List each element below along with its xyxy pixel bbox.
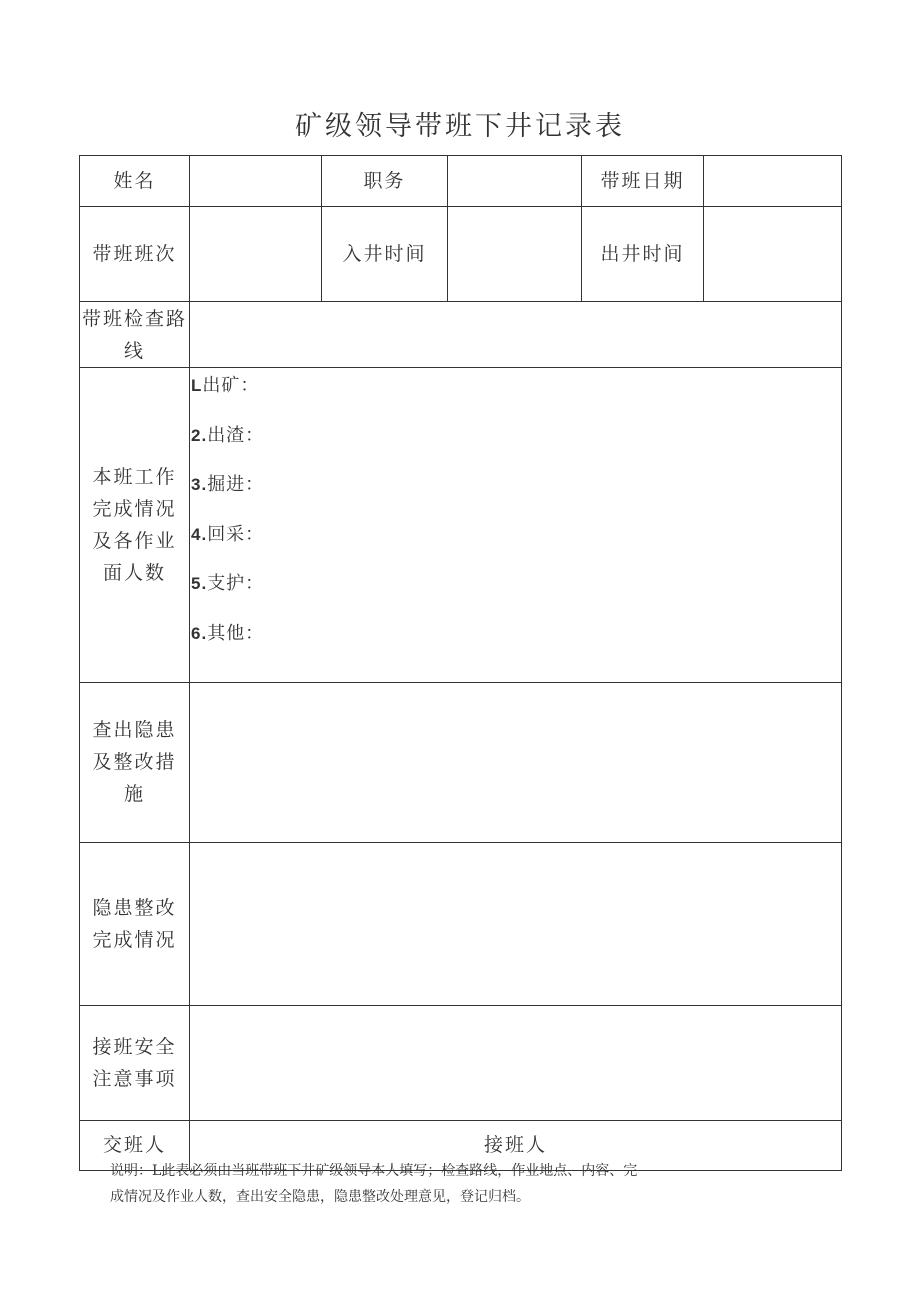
work-item-tunneling <box>191 471 841 521</box>
in-time-field[interactable] <box>448 207 582 302</box>
item-label: 掘进： <box>207 474 265 496</box>
hazard-field[interactable] <box>190 682 842 842</box>
item-number: L <box>191 376 203 395</box>
in-time-label: 入井时间 <box>322 207 448 302</box>
work-item-support <box>191 570 841 620</box>
shift-label: 带班班次 <box>80 207 190 302</box>
work-label: 本班工作完成情况及各作业面人数 <box>80 368 190 683</box>
footnote-line-2: 成情况及作业人数，查出安全隐患，隐患整改处理意见，登记归档。 <box>110 1189 530 1205</box>
work-item-other <box>191 620 841 670</box>
item-label: 回采： <box>207 523 265 545</box>
table-row <box>80 842 842 1005</box>
receiver-label: 接班人 <box>190 1120 842 1170</box>
item-number: 6. <box>191 623 208 643</box>
work-items-list <box>190 368 841 682</box>
item-label: 出矿： <box>202 375 260 396</box>
duty-field[interactable] <box>448 156 582 207</box>
table-row <box>80 682 842 842</box>
footnote-line-1: 说明：L此表必须由当班带班下井矿级领导本人填写；检查路线，作业地点、内容、完 <box>110 1163 638 1179</box>
table-row <box>80 368 842 683</box>
date-label: 带班日期 <box>582 156 704 207</box>
work-item-waste <box>191 422 841 472</box>
work-item-ore <box>191 372 841 422</box>
out-time-label: 出井时间 <box>582 207 704 302</box>
item-number: 2. <box>191 425 208 445</box>
rectify-label: 隐患整改完成情况 <box>80 842 190 1005</box>
work-field[interactable] <box>190 368 842 683</box>
safety-label: 接班安全注意事项 <box>80 1005 190 1120</box>
route-field[interactable] <box>190 302 842 368</box>
form-title: 矿级领导带班下井记录表 <box>295 111 625 142</box>
item-label: 出渣： <box>207 424 265 446</box>
item-number: 4. <box>191 524 208 544</box>
safety-field[interactable] <box>190 1005 842 1120</box>
table-row <box>80 156 842 207</box>
name-label: 姓名 <box>80 156 190 207</box>
out-time-field[interactable] <box>704 207 842 302</box>
item-number: 5. <box>191 574 208 594</box>
rectify-field[interactable] <box>190 842 842 1005</box>
name-field[interactable] <box>190 156 322 207</box>
record-table <box>79 155 842 1171</box>
table-row <box>80 1005 842 1120</box>
route-label: 带班检查路线 <box>80 302 190 368</box>
table-row <box>80 207 842 302</box>
date-field[interactable] <box>704 156 842 207</box>
footnote <box>110 1158 770 1210</box>
work-item-stoping <box>191 521 841 571</box>
table-row <box>80 302 842 368</box>
item-label: 支护： <box>207 573 265 595</box>
item-label: 其他： <box>207 622 265 644</box>
handover-label: 交班人 <box>80 1120 190 1170</box>
item-number: 3. <box>191 475 208 495</box>
hazard-label: 查出隐患及整改措施 <box>80 682 190 842</box>
duty-label: 职务 <box>322 156 448 207</box>
shift-field[interactable] <box>190 207 322 302</box>
